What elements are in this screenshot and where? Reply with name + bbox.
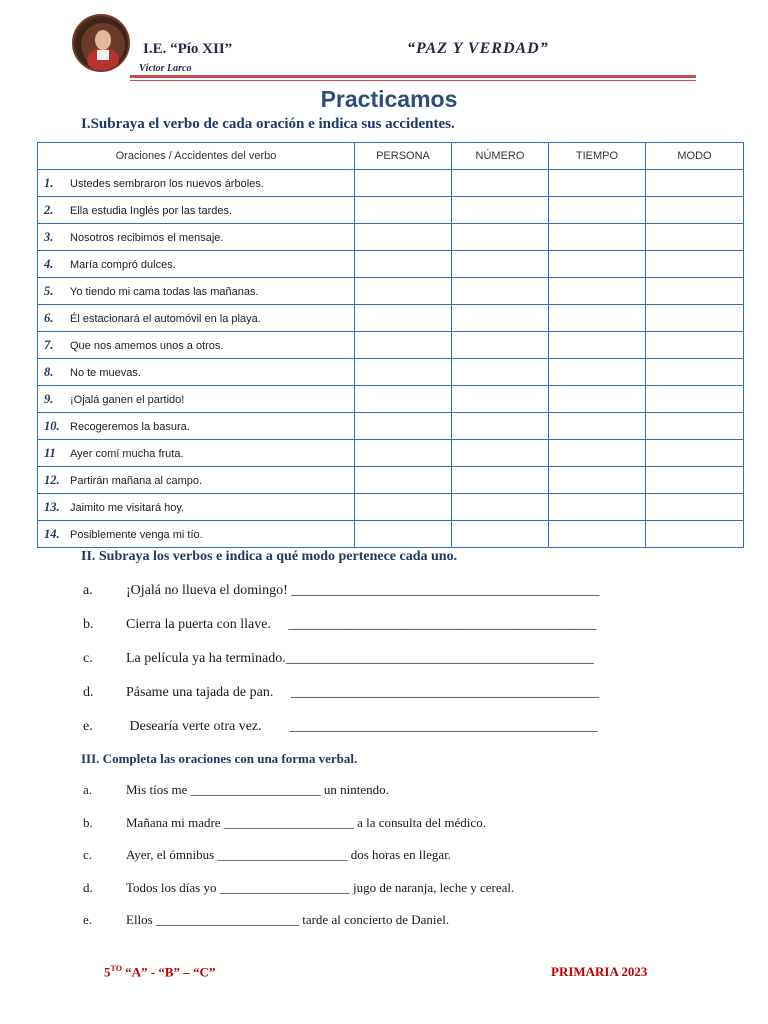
tiempo-answer-cell[interactable] (549, 332, 646, 359)
item-text[interactable]: La película ya ha terminado.____________________________________________ (126, 651, 594, 666)
sentence-number: 11 (44, 445, 56, 460)
item-letter: d. (83, 879, 93, 895)
item-letter: c. (83, 847, 93, 862)
sentence-number: 14. (44, 526, 60, 541)
sentence-number: 10. (44, 418, 60, 433)
sentence-cell (38, 521, 355, 548)
verb-accidents-table (37, 142, 744, 548)
persona-answer-cell[interactable] (355, 359, 452, 386)
tiempo-answer-cell[interactable] (549, 440, 646, 467)
numero-answer-cell[interactable] (452, 467, 549, 494)
modo-answer-cell[interactable] (646, 386, 744, 413)
header-rule-thin (130, 80, 696, 81)
numero-answer-cell[interactable] (452, 521, 549, 548)
section-2-heading: II. Subraya los verbos e indica a qué modo pertenece cada uno. (81, 549, 458, 564)
sentence-number: 8. (44, 364, 54, 379)
item-text[interactable]: Desearía verte otra vez. ____________________________________________ (126, 719, 598, 734)
persona-answer-cell[interactable] (355, 494, 452, 521)
section-3-heading: III. Completa las oraciones con una forma verbal. (81, 751, 358, 766)
table-row (38, 332, 744, 359)
persona-answer-cell[interactable] (355, 251, 452, 278)
item-text[interactable]: Ayer, el ómnibus ____________________ dos horas en llegar. (126, 847, 452, 862)
sentence-text: Él estacionará el automóvil en la playa. (70, 312, 261, 325)
table-row (38, 197, 744, 224)
sentence-cell (38, 413, 355, 440)
tiempo-answer-cell[interactable] (549, 413, 646, 440)
sentence-number: 12. (44, 472, 60, 487)
numero-answer-cell[interactable] (452, 278, 549, 305)
sentence-cell (38, 251, 355, 278)
persona-answer-cell[interactable] (355, 224, 452, 251)
persona-answer-cell[interactable] (355, 197, 452, 224)
tiempo-answer-cell[interactable] (549, 521, 646, 548)
modo-answer-cell[interactable] (646, 251, 744, 278)
sentence-text: Jaimito me visitará hoy. (70, 501, 185, 514)
tiempo-answer-cell[interactable] (549, 467, 646, 494)
sentence-number: 6. (44, 310, 54, 325)
table-row (38, 251, 744, 278)
sentence-cell (38, 278, 355, 305)
sentence-cell (38, 359, 355, 386)
item-letter: a. (83, 782, 93, 797)
item-letter: d. (83, 685, 94, 700)
sentence-number: 5. (44, 283, 54, 298)
grade-superscript: TO (110, 964, 122, 973)
sentence-number: 7. (44, 337, 54, 352)
tiempo-answer-cell[interactable] (549, 197, 646, 224)
sentence-text: Que nos amemos unos a otros. (70, 339, 224, 352)
sentence-text: Posiblemente venga mi tío. (70, 528, 203, 541)
header-oraciones: Oraciones / Accidentes del verbo (38, 143, 355, 170)
grade-sections: “A” - “B” – “C” (121, 964, 216, 980)
tiempo-answer-cell[interactable] (549, 386, 646, 413)
table-row (38, 224, 744, 251)
sentence-number: 13. (44, 499, 60, 514)
item-letter: b. (83, 617, 94, 632)
modo-answer-cell[interactable] (646, 494, 744, 521)
modo-answer-cell[interactable] (646, 413, 744, 440)
school-logo (72, 14, 130, 72)
tiempo-answer-cell[interactable] (549, 170, 646, 197)
section-1-heading: I.Subraya el verbo de cada oración e indica sus accidentes. (81, 116, 455, 132)
table-row (38, 170, 744, 197)
sentence-number: 3. (44, 229, 54, 244)
tiempo-answer-cell[interactable] (549, 494, 646, 521)
item-text[interactable]: ¡Ojalá no llueva el domingo! ____________________________________________ (126, 583, 600, 598)
sentence-cell (38, 170, 355, 197)
sentence-number: 4. (44, 256, 54, 271)
item-letter: e. (83, 912, 93, 927)
sentence-text: Ella estudia Inglés por las tardes. (70, 204, 233, 217)
modo-answer-cell[interactable] (646, 305, 744, 332)
modo-answer-cell[interactable] (646, 359, 744, 386)
item-text[interactable]: Ellos ______________________ tarde al concierto de Daniel. (126, 912, 450, 927)
sentence-text: Recogeremos la basura. (70, 420, 190, 433)
modo-answer-cell[interactable] (646, 278, 744, 305)
sentence-cell (38, 224, 355, 251)
sentence-cell (38, 332, 355, 359)
sentence-text: Ayer comí mucha fruta. (70, 447, 184, 460)
modo-answer-cell[interactable] (646, 332, 744, 359)
persona-answer-cell[interactable] (355, 413, 452, 440)
item-text[interactable]: Todos los días yo ____________________ jugo de naranja, leche y cereal. (126, 879, 515, 895)
page-title: Practicamos (320, 86, 458, 112)
table-row (38, 305, 744, 332)
persona-answer-cell[interactable] (355, 440, 452, 467)
sentence-number: 2. (44, 202, 54, 217)
modo-answer-cell[interactable] (646, 521, 744, 548)
tiempo-answer-cell[interactable] (549, 251, 646, 278)
sentence-text: Nosotros recibimos el mensaje. (70, 231, 224, 244)
sentence-cell (38, 440, 355, 467)
sentence-number: 9. (44, 391, 54, 406)
item-letter: c. (83, 651, 93, 666)
numero-answer-cell[interactable] (452, 440, 549, 467)
header-numero: NÚMERO (452, 143, 549, 170)
item-text[interactable]: Mis tíos me ____________________ un nintendo. (126, 782, 389, 797)
tiempo-answer-cell[interactable] (549, 224, 646, 251)
header-persona: PERSONA (355, 143, 452, 170)
sentence-text: Ustedes sembraron los nuevos árboles. (70, 177, 264, 190)
sentence-text: ¡Ojalá ganen el partido! (70, 393, 185, 406)
modo-answer-cell[interactable] (646, 170, 744, 197)
persona-answer-cell[interactable] (355, 467, 452, 494)
sentence-cell (38, 305, 355, 332)
tiempo-answer-cell[interactable] (549, 278, 646, 305)
modo-answer-cell[interactable] (646, 197, 744, 224)
item-letter: b. (83, 814, 93, 830)
numero-answer-cell[interactable] (452, 224, 549, 251)
grade-number: 5 (104, 964, 111, 980)
numero-answer-cell[interactable] (452, 332, 549, 359)
modo-answer-cell[interactable] (646, 440, 744, 467)
numero-answer-cell[interactable] (452, 305, 549, 332)
tiempo-answer-cell[interactable] (549, 359, 646, 386)
header-rule (130, 75, 696, 78)
footer-level: PRIMARIA 2023 (551, 964, 648, 979)
sentence-cell (38, 197, 355, 224)
sentence-text: No te muevas. (70, 366, 141, 379)
sentence-text: Partirán mañana al campo. (70, 474, 203, 487)
school-city: Víctor Larco (139, 63, 192, 74)
table-row (38, 467, 744, 494)
header-tiempo: TIEMPO (549, 143, 646, 170)
table-row (38, 521, 744, 548)
sentence-number: 1. (44, 175, 54, 190)
persona-answer-cell[interactable] (355, 521, 452, 548)
table-header-row (38, 143, 744, 170)
item-letter: e. (83, 719, 93, 734)
footer-grades (104, 964, 215, 980)
sentence-cell (38, 467, 355, 494)
item-text[interactable]: Mañana mi madre ____________________ a la consulta del médico. (126, 814, 486, 830)
numero-answer-cell[interactable] (452, 413, 549, 440)
persona-answer-cell[interactable] (355, 386, 452, 413)
numero-answer-cell[interactable] (452, 170, 549, 197)
numero-answer-cell[interactable] (452, 386, 549, 413)
table-row (38, 278, 744, 305)
persona-answer-cell[interactable] (355, 278, 452, 305)
persona-answer-cell[interactable] (355, 170, 452, 197)
item-text[interactable]: Cierra la puerta con llave. ____________________________________________ (126, 617, 597, 632)
numero-answer-cell[interactable] (452, 197, 549, 224)
persona-answer-cell[interactable] (355, 305, 452, 332)
sentence-cell (38, 494, 355, 521)
item-letter: a. (83, 583, 93, 598)
school-name: I.E. “Pío XII” (143, 41, 233, 57)
persona-answer-cell[interactable] (355, 332, 452, 359)
modo-answer-cell[interactable] (646, 467, 744, 494)
table-row (38, 440, 744, 467)
school-motto: “PAZ Y VERDAD” (407, 40, 549, 57)
table-row (38, 359, 744, 386)
header-modo: MODO (646, 143, 744, 170)
table-row (38, 386, 744, 413)
modo-answer-cell[interactable] (646, 224, 744, 251)
sentence-text: María compró dulces. (70, 258, 176, 271)
numero-answer-cell[interactable] (452, 359, 549, 386)
table-row (38, 413, 744, 440)
item-text[interactable]: Pásame una tajada de pan. ____________________________________________ (126, 685, 599, 700)
sentence-cell (38, 386, 355, 413)
tiempo-answer-cell[interactable] (549, 305, 646, 332)
numero-answer-cell[interactable] (452, 251, 549, 278)
table-row (38, 494, 744, 521)
numero-answer-cell[interactable] (452, 494, 549, 521)
sentence-text: Yo tiendo mi cama todas las mañanas. (70, 285, 259, 298)
